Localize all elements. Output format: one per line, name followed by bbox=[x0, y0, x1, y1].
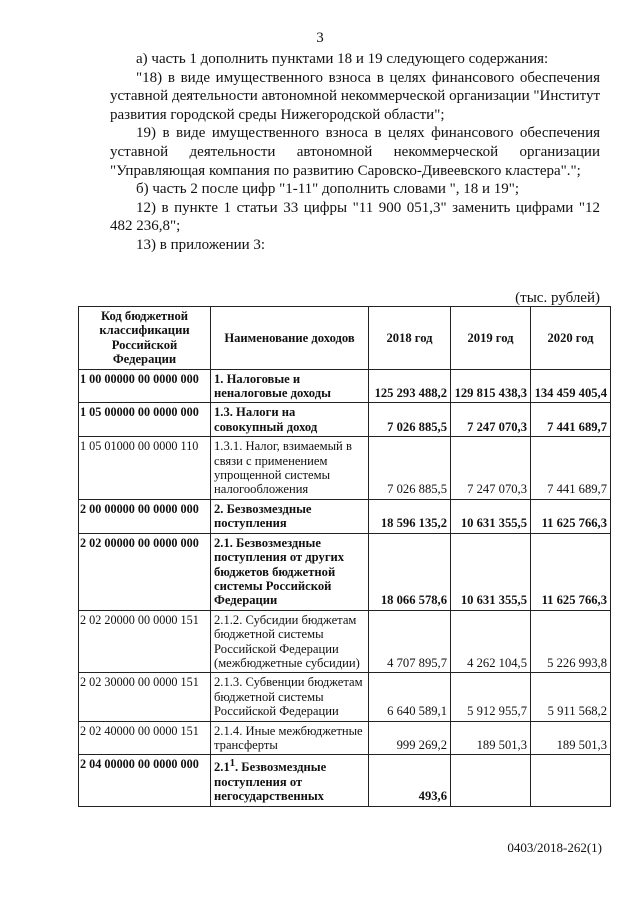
table-row bbox=[79, 610, 611, 673]
page-number: 3 bbox=[316, 30, 324, 46]
row-name-superscript: 1 bbox=[229, 758, 235, 770]
row-2019: 129 815 438,3 bbox=[451, 369, 531, 403]
row-name: 1.3.1. Налог, взимаемый в связи с применением упрощенной системы налогообложения bbox=[211, 437, 369, 500]
income-table bbox=[78, 306, 611, 807]
row-2019: 7 247 070,3 bbox=[451, 403, 531, 437]
row-2020: 189 501,3 bbox=[531, 721, 611, 755]
header-2018: 2018 год bbox=[369, 307, 451, 370]
row-2018: 6 640 589,1 bbox=[369, 673, 451, 721]
row-code: 1 05 00000 00 0000 000 bbox=[79, 403, 211, 437]
row-2020: 11 625 766,3 bbox=[531, 499, 611, 533]
row-2020: 134 459 405,4 bbox=[531, 369, 611, 403]
table-row bbox=[79, 369, 611, 403]
table-row bbox=[79, 673, 611, 721]
row-code: 2 02 00000 00 0000 000 bbox=[79, 533, 211, 610]
row-code: 2 00 00000 00 0000 000 bbox=[79, 499, 211, 533]
row-2018: 493,6 bbox=[369, 755, 451, 806]
row-2018: 18 066 578,6 bbox=[369, 533, 451, 610]
row-2019 bbox=[451, 755, 531, 806]
table-row bbox=[79, 499, 611, 533]
row-2020: 7 441 689,7 bbox=[531, 437, 611, 500]
row-name: 1.3. Налоги на совокупный доход bbox=[211, 403, 369, 437]
table-row bbox=[79, 755, 611, 806]
paragraph-13: 13) в приложении 3: bbox=[136, 236, 266, 253]
paragraph-12: 12) в пункте 1 статьи 33 цифры "11 900 051,3" заменить цифрами "12 482 236,8"; bbox=[110, 199, 600, 235]
row-code: 2 02 30000 00 0000 151 bbox=[79, 673, 211, 721]
row-name: 2.1.4. Иные межбюджетные трансферты bbox=[211, 721, 369, 755]
row-code: 1 05 01000 00 0000 110 bbox=[79, 437, 211, 500]
row-2019: 7 247 070,3 bbox=[451, 437, 531, 500]
table-header-row bbox=[79, 307, 611, 370]
row-2018: 999 269,2 bbox=[369, 721, 451, 755]
header-2019: 2019 год bbox=[451, 307, 531, 370]
row-code: 1 00 00000 00 0000 000 bbox=[79, 369, 211, 403]
row-name: 2.1. Безвозмездные поступления от других бюджетов бюджетной системы Российской Федерации bbox=[211, 533, 369, 610]
table-row bbox=[79, 533, 611, 610]
row-2018: 7 026 885,5 bbox=[369, 437, 451, 500]
paragraph-b: б) часть 2 после цифр "1-11" дополнить словами ", 18 и 19"; bbox=[136, 181, 520, 198]
document-code: 0403/2018-262(1) bbox=[507, 840, 602, 855]
row-2019: 4 262 104,5 bbox=[451, 610, 531, 673]
row-2020 bbox=[531, 755, 611, 806]
row-code: 2 04 00000 00 0000 000 bbox=[79, 755, 211, 806]
paragraph-19: 19) в виде имущественного взноса в целях финансового обеспечения уставной деятельности автономной некоммерческой организации "Управляющая компания по развитию Саровско-Дивеевского кластера"."; bbox=[110, 125, 600, 179]
row-2019: 189 501,3 bbox=[451, 721, 531, 755]
row-2018: 7 026 885,5 bbox=[369, 403, 451, 437]
row-name: 2.1.2. Субсидии бюджетам бюджетной системы Российской Федерации (межбюджетные субсидии) bbox=[211, 610, 369, 673]
row-name: 2. Безвозмездные поступления bbox=[211, 499, 369, 533]
row-2020: 7 441 689,7 bbox=[531, 403, 611, 437]
row-2020: 5 911 568,2 bbox=[531, 673, 611, 721]
paragraph-18: "18) в виде имущественного взноса в целях финансового обеспечения уставной деятельности автономной некоммерческой организации "Институт развития городской среды Нижегородской области"; bbox=[110, 69, 600, 123]
row-2019: 10 631 355,5 bbox=[451, 533, 531, 610]
paragraph-a: а) часть 1 дополнить пунктами 18 и 19 следующего содержания: bbox=[136, 51, 549, 67]
row-name: 2.1.3. Субвенции бюджетам бюджетной системы Российской Федерации bbox=[211, 673, 369, 721]
row-2018: 4 707 895,7 bbox=[369, 610, 451, 673]
row-2019: 5 912 955,7 bbox=[451, 673, 531, 721]
header-code: Код бюджетной классификации Российской Федерации bbox=[79, 307, 211, 370]
row-2019: 10 631 355,5 bbox=[451, 499, 531, 533]
row-name-main: 2.1 bbox=[214, 760, 230, 775]
body-text bbox=[110, 50, 600, 255]
row-name-rest: . Безвозмездные поступления от негосударственных bbox=[214, 760, 327, 804]
header-2020: 2020 год bbox=[531, 307, 611, 370]
table-row bbox=[79, 437, 611, 500]
unit-label: (тыс. рублей) bbox=[515, 290, 600, 306]
row-code: 2 02 20000 00 0000 151 bbox=[79, 610, 211, 673]
row-name: 1. Налоговые и неналоговые доходы bbox=[211, 369, 369, 403]
table-row bbox=[79, 403, 611, 437]
row-code: 2 02 40000 00 0000 151 bbox=[79, 721, 211, 755]
row-2018: 18 596 135,2 bbox=[369, 499, 451, 533]
header-name: Наименование доходов bbox=[211, 307, 369, 370]
row-name bbox=[211, 755, 369, 806]
row-2020: 11 625 766,3 bbox=[531, 533, 611, 610]
table-row bbox=[79, 721, 611, 755]
row-2018: 125 293 488,2 bbox=[369, 369, 451, 403]
row-2020: 5 226 993,8 bbox=[531, 610, 611, 673]
